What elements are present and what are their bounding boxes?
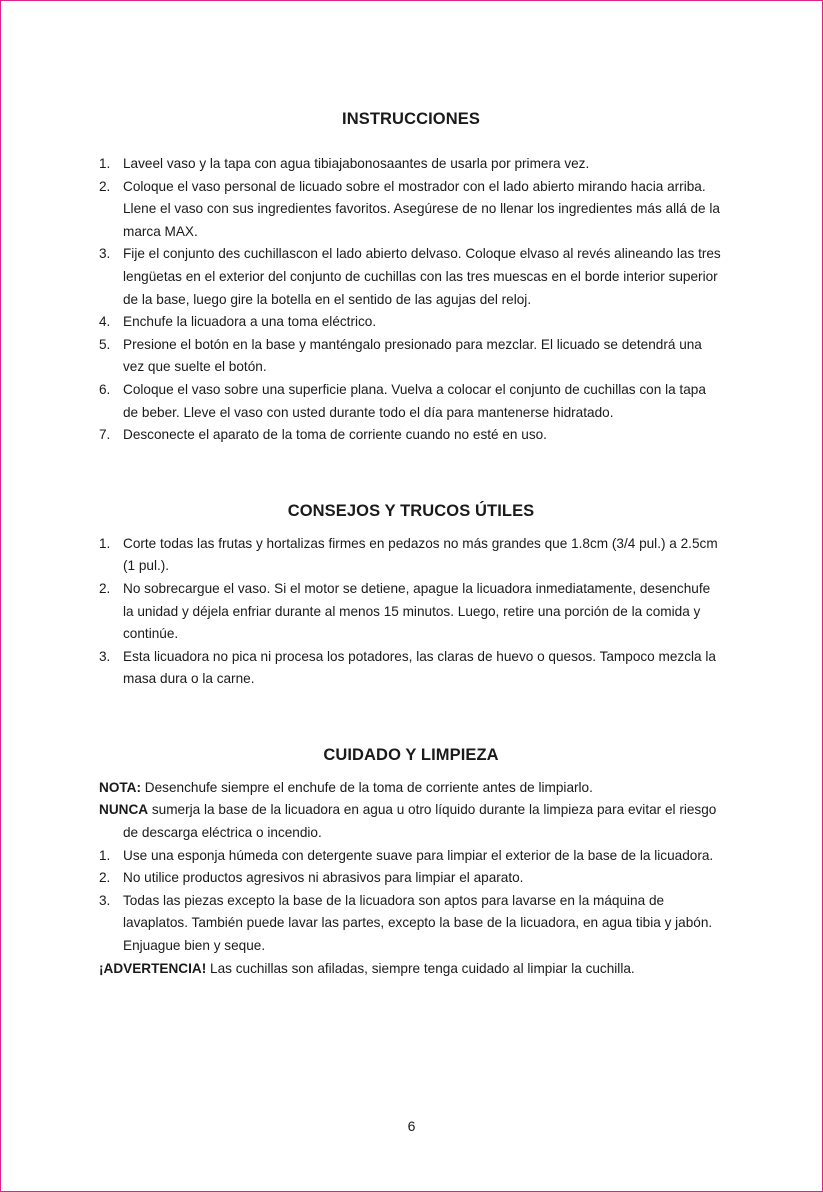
- nota-line: [99, 777, 723, 800]
- page-content: [99, 107, 723, 980]
- item-text: Coloque el vaso personal de licuado sobre el mostrador con el lado abierto mirando hacia arriba. Llene el vaso con sus ingredientes favoritos. Asegúrese de no llenar los ingredientes más allá de la marca MAX.: [123, 178, 720, 239]
- list-item: [99, 646, 723, 691]
- item-text: Todas las piezas excepto la base de la licuadora son aptos para lavarse en la máquina de lavaplatos. También puede lavar las partes, excepto la base de la licuadora, en agua tibia y jabón. Enjuague bien y seque.: [123, 892, 713, 954]
- item-number: 7.: [99, 427, 111, 443]
- item-text: No sobrecargue el vaso. Si el motor se detiene, apague la licuadora inmediatamente, desenchufe la unidad y déjela enfriar durante al menos 15 minutos. Luego, retire una porción de la comida y continúe.: [123, 580, 711, 642]
- item-number: 1.: [99, 535, 111, 551]
- item-number: 5.: [99, 336, 111, 352]
- item-number: 2.: [99, 870, 111, 886]
- list-item: [99, 379, 723, 424]
- item-text: No utilice productos agresivos ni abrasivos para limpiar el aparato.: [123, 870, 524, 886]
- list-item: [99, 845, 723, 868]
- advertencia-text: Las cuchillas son afiladas, siempre tenga cuidado al limpiar la cuchilla.: [206, 960, 635, 976]
- nota-text: Desenchufe siempre el enchufe de la toma de corriente antes de limpiarlo.: [141, 779, 593, 795]
- instrucciones-heading: INSTRUCCIONES: [342, 110, 480, 128]
- item-number: 2.: [99, 178, 111, 194]
- list-item: [99, 243, 723, 311]
- consejos-heading: CONSEJOS Y TRUCOS ÚTILES: [287, 501, 535, 520]
- list-item: [99, 533, 723, 578]
- item-text: Fije el conjunto des cuchillascon el lado abierto delvaso. Coloque elvaso al revés alineando las tres lengüetas en el exterior del conjunto de cuchillas con las tres muescas en el borde interior superior de la base, luego gire la botella en el sentido de las agujas del reloj.: [123, 246, 721, 307]
- advertencia-line: [99, 958, 723, 981]
- list-item: [99, 867, 723, 890]
- list-item: [99, 176, 723, 244]
- nota-label: NOTA:: [99, 779, 142, 795]
- page-number: 6: [407, 1118, 416, 1134]
- cuidado-heading: CUIDADO Y LIMPIEZA: [323, 745, 499, 764]
- item-number: 2.: [99, 580, 111, 596]
- advertencia-label: ¡ADVERTENCIA!: [99, 960, 207, 976]
- item-number: 3.: [99, 648, 111, 664]
- item-number: 1.: [99, 156, 111, 171]
- list-item: [99, 153, 723, 176]
- list-item: [99, 311, 723, 334]
- nunca-text: sumerja la base de la licuadora en agua u otro líquido durante la limpieza para evitar el riesgo de descarga eléctrica o incendio.: [123, 802, 717, 841]
- item-text: Use una esponja húmeda con detergente suave para limpiar el exterior de la base de la licuadora.: [123, 847, 714, 863]
- item-text: Desconecte el aparato de la toma de corriente cuando no esté en uso.: [123, 427, 547, 443]
- item-number: 1.: [99, 847, 111, 863]
- item-text: Laveel vaso y la tapa con agua tibiajabonosaantes de usarla por primera vez.: [123, 156, 590, 171]
- item-number: 3.: [99, 246, 111, 262]
- nunca-label: NUNCA: [99, 802, 149, 818]
- item-number: 3.: [99, 892, 111, 908]
- item-text: Esta licuadora no pica ni procesa los potadores, las claras de huevo o quesos. Tampoco mezcla la masa dura o la carne.: [123, 648, 716, 687]
- consejos-list: [99, 533, 723, 691]
- nunca-line: [99, 799, 723, 844]
- item-text: Corte todas las frutas y hortalizas firmes en pedazos no más grandes que 1.8cm (3/4 pul.) a 2.5cm (1 pul.).: [123, 535, 718, 574]
- cuidado-list: [99, 845, 723, 958]
- list-item: [99, 890, 723, 958]
- list-item: [99, 578, 723, 646]
- item-text: Presione el botón en la base y manténgalo presionado para mezclar. El licuado se detendrá una vez que suelte el botón.: [123, 336, 702, 375]
- item-text: Coloque el vaso sobre una superficie plana. Vuelva a colocar el conjunto de cuchillas con la tapa de beber. Lleve el vaso con usted durante todo el día para mantenerse hidratado.: [123, 381, 706, 420]
- list-item: [99, 334, 723, 379]
- item-text: Enchufe la licuadora a una toma eléctrico.: [123, 314, 377, 330]
- list-item: [99, 424, 723, 447]
- instrucciones-list: [99, 153, 723, 447]
- item-number: 4.: [99, 314, 111, 330]
- item-number: 6.: [99, 381, 111, 397]
